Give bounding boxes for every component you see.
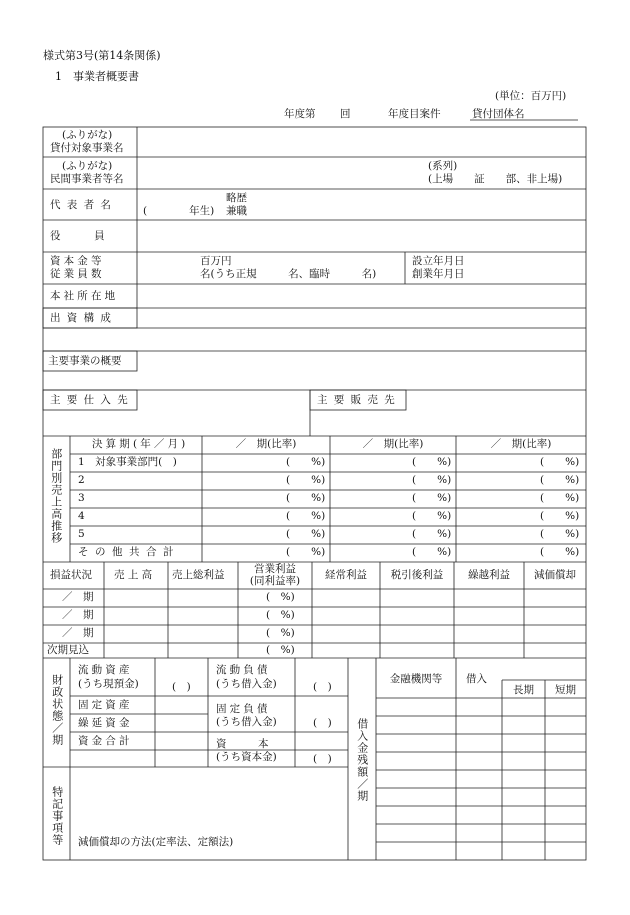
pl-pct: ( %) (266, 609, 295, 621)
form-number: 様式第3号(第14条関係) (43, 49, 161, 62)
pl-header-sales: 売 上 高 (114, 569, 153, 581)
depreciation-method: 減価償却の方法(定率法、定額法) (78, 836, 234, 848)
loans1-label: (うち借入金) (216, 678, 277, 690)
million-yen-unit: 百万円 (200, 255, 232, 267)
total-assets-label: 資金合計 (78, 735, 133, 747)
listing-label: (上場 証 部、非上場) (428, 173, 563, 185)
notes-side-label: 特記事項等 (50, 786, 64, 846)
kenshoku-label: 兼職 (226, 205, 247, 217)
pct-cell: ( %) (412, 474, 452, 486)
lending-group-label: 貸付団体名 (472, 108, 525, 120)
fiscal-year-label: 年度第 (284, 108, 316, 120)
founded-label: 設立年月日 (412, 255, 465, 267)
sales-row-2: 2 (78, 474, 85, 486)
pct-cell: ( %) (540, 456, 580, 468)
sales-row-3: 3 (78, 492, 85, 504)
pl-header-margin: (同利益率) (249, 575, 301, 587)
cash-paren: ( ) (172, 681, 191, 693)
long-term-header: 長期 (513, 684, 534, 696)
business-overview-label: 主要事業の概要 (48, 355, 122, 367)
capital-paren: ( ) (313, 753, 332, 765)
pct-cell: ( %) (286, 492, 326, 504)
loans2-paren: ( ) (313, 717, 332, 729)
round-label: 回 (340, 108, 351, 120)
pct-cell: ( %) (540, 510, 580, 522)
employees-detail: 名(うち正規 名、臨時 名) (200, 268, 377, 280)
sales-row-4: 4 (78, 510, 85, 522)
customers-label: 主要販売先 (317, 394, 401, 406)
pct-cell: ( %) (540, 492, 580, 504)
employees-label: 従業員数 (50, 268, 105, 280)
period-col-3: ／ 期(比率) (490, 438, 552, 450)
hq-address-label: 本社所在地 (50, 290, 119, 302)
borrow-header: 借入 (466, 673, 487, 685)
officers-label: 役員 (50, 230, 139, 242)
sales-row-total: そ の 他 共 合 計 (78, 546, 176, 558)
fixed-liab-label: 固定負債 (216, 703, 271, 715)
pl-next-forecast: 次期見込 (47, 644, 89, 656)
fixed-assets-label: 固定資産 (78, 699, 133, 711)
pl-header-gross: 売上総利益 (172, 569, 225, 581)
capital-sub-label: (うち資本金) (216, 751, 277, 763)
loan-project-label: 貸付対象事業名 (50, 142, 124, 154)
pl-header-aftertax: 税引後利益 (390, 569, 444, 581)
pl-pct: ( %) (266, 644, 295, 656)
pct-cell: ( %) (412, 546, 452, 558)
loan-project-kana: (ふりがな) (62, 129, 113, 141)
pct-cell: ( %) (412, 510, 452, 522)
pl-pct: ( %) (266, 591, 295, 603)
pct-cell: ( %) (412, 456, 452, 468)
pct-cell: ( %) (540, 528, 580, 540)
investment-label: 出資構成 (50, 312, 118, 324)
loans1-paren: ( ) (313, 681, 332, 693)
period-label: 決算期(年／月) (92, 438, 189, 450)
pl-header-depreciation: 減価償却 (534, 569, 576, 581)
sales-row-1: 1 対象事業部門( ) (78, 456, 177, 468)
pct-cell: ( %) (286, 528, 326, 540)
loans2-label: (うち借入金) (216, 716, 277, 728)
current-liab-label: 流動負債 (216, 664, 271, 676)
representative-label: 代表者名 (50, 199, 118, 211)
pl-header-operating: 営業利益 (254, 563, 296, 575)
company-label: 民間事業者等名 (50, 173, 124, 185)
pct-cell: ( %) (412, 528, 452, 540)
pct-cell: ( %) (540, 474, 580, 486)
keiretsu-label: (系列) (428, 160, 458, 172)
short-term-header: 短期 (555, 684, 576, 696)
pl-period-2: ／ 期 (62, 609, 94, 621)
loan-balance-side-label: 借入金残額／期 (355, 718, 369, 802)
pl-header-carried: 繰越利益 (468, 569, 510, 581)
unit-label: (単位：百万円) (495, 90, 567, 102)
suppliers-label: 主要仕入先 (50, 394, 134, 406)
started-label: 創業年月日 (412, 268, 465, 280)
company-kana: (ふりがな) (62, 160, 113, 172)
period-col-2: ／ 期(比率) (362, 438, 424, 450)
pl-period-3: ／ 期 (62, 627, 94, 639)
current-assets-label: 流動資産 (78, 664, 133, 676)
form-title: 1 事業者概要書 (55, 70, 139, 83)
rep-birth-label: ( 年生) (143, 205, 215, 217)
deferred-label: 繰延資金 (78, 717, 133, 729)
pct-cell: ( %) (286, 456, 326, 468)
capital-label: 資本金等 (50, 255, 105, 267)
financial-side-label: 財政状態／期 (50, 674, 64, 746)
capital-fin-label: 資 本 (216, 738, 269, 750)
pct-cell: ( %) (540, 546, 580, 558)
pl-header-status: 損益状況 (50, 569, 92, 581)
sales-row-5: 5 (78, 528, 85, 540)
pl-period-1: ／ 期 (62, 591, 94, 603)
ryakureki-label: 略歴 (226, 192, 247, 204)
pct-cell: ( %) (286, 510, 326, 522)
pl-header-ordinary: 経常利益 (325, 569, 367, 581)
pl-pct: ( %) (266, 627, 295, 639)
sales-side-label: 部門別売上高推移 (49, 448, 63, 544)
cash-label: (うち現預金) (78, 678, 139, 690)
pct-cell: ( %) (286, 546, 326, 558)
pct-cell: ( %) (286, 474, 326, 486)
year-case-label: 年度目案件 (388, 108, 441, 120)
pct-cell: ( %) (412, 492, 452, 504)
bank-header: 金融機関等 (389, 673, 443, 685)
period-col-1: ／ 期(比率) (235, 438, 297, 450)
